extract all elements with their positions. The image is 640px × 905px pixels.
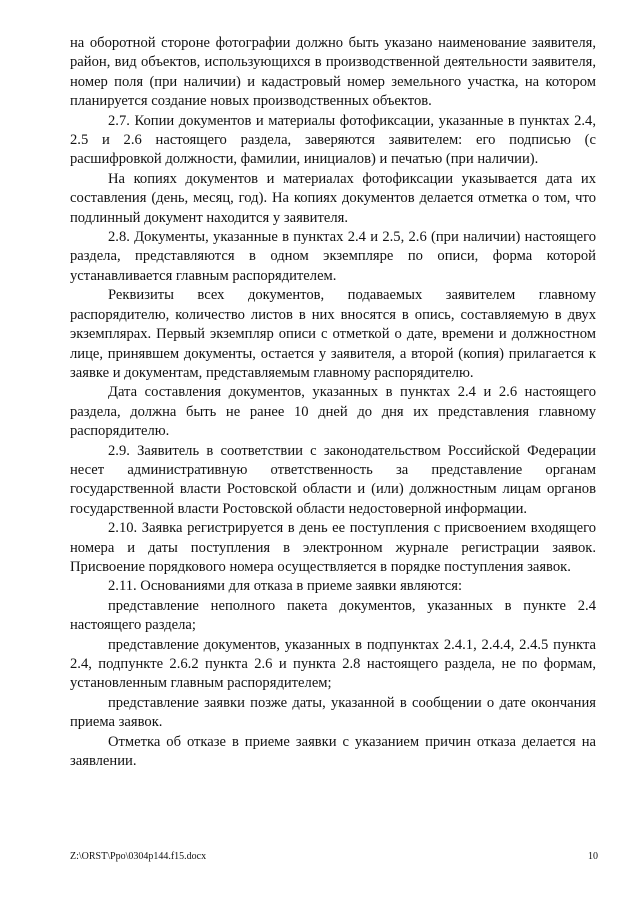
- paragraph-2-11: 2.11. Основаниями для отказа в приеме заявки являются:: [108, 578, 463, 595]
- page-number: 10: [588, 851, 598, 862]
- paragraph-continuation: на оборотной стороне фотографии должно быть указано наименование заявителя, район, вид объектов, использующихся в производственной деятельности заявителя, номер поля (при наличии) и кадастровый номер земельного участка, на котором планируется создание новых производственных объектов.: [70, 35, 596, 110]
- document-body: [70, 34, 596, 771]
- paragraph-refusal-reason-3: представление заявки позже даты, указанной в сообщении о дате окончания приема заявок.: [70, 694, 596, 731]
- paragraph-requisites: Реквизиты всех документов, подаваемых заявителем главному распорядителю, количество листов в них вносятся в опись, составляемую в двух экземплярах. Первый экземпляр описи с отметкой о дате, времени и должностном лице, принявшем документы, остается у заявителя, а второй (копия) прилагается к заявке и документам, представляемым главному распорядителю.: [70, 287, 596, 381]
- paragraph-2-8: 2.8. Документы, указанные в пунктах 2.4 и 2.5, 2.6 (при наличии) настоящего раздела, представляются в одном экземпляре по описи, форма которой устанавливается главным распорядителем.: [70, 229, 596, 284]
- paragraph-2-9: 2.9. Заявитель в соответствии с законодательством Российской Федерации несет административную ответственность за представление органам государственной власти Ростовской области и (или) должностным лицам органов государственной власти Ростовской области недостоверной информации.: [70, 442, 596, 517]
- paragraph-2-7: 2.7. Копии документов и материалы фотофиксации, указанные в пунктах 2.4, 2.5 и 2.6 настоящего раздела, заверяются заявителем: его подписью (с расшифровкой должности, фамилии, инициалов) и печатью (при наличии).: [70, 112, 596, 168]
- paragraph-refusal-note: Отметка об отказе в приеме заявки с указанием причин отказа делается на заявлении.: [70, 733, 596, 770]
- paragraph-2-10: 2.10. Заявка регистрируется в день ее поступления с присвоением входящего номера и даты поступления в электронном журнале регистрации заявок. Присвоение порядкового номера осуществляется в порядке поступления заявок.: [70, 520, 596, 575]
- paragraph-refusal-reason-2: представление документов, указанных в подпунктах 2.4.1, 2.4.4, 2.4.5 пункта 2.4, подпункте 2.6.2 пункта 2.6 и пункта 2.8 настоящего раздела, не по формам, установленным главным распорядителем;: [70, 636, 596, 692]
- paragraph-refusal-reason-1: представление неполного пакета документов, указанных в пункте 2.4 настоящего раздела;: [70, 597, 596, 634]
- paragraph-preparation-date: Дата составления документов, указанных в пунктах 2.4 и 2.6 настоящего раздела, должна быть не ранее 10 дней до дня их представления главному распорядителю.: [70, 384, 596, 440]
- file-path: Z:\ORST\Ppo\0304p144.f15.docx: [70, 851, 207, 862]
- paragraph-copies-date: На копиях документов и материалах фотофиксации указывается дата их составления (день, месяц, год). На копиях документов делается отметка о том, что подлинный документ находится у заявителя.: [70, 170, 596, 226]
